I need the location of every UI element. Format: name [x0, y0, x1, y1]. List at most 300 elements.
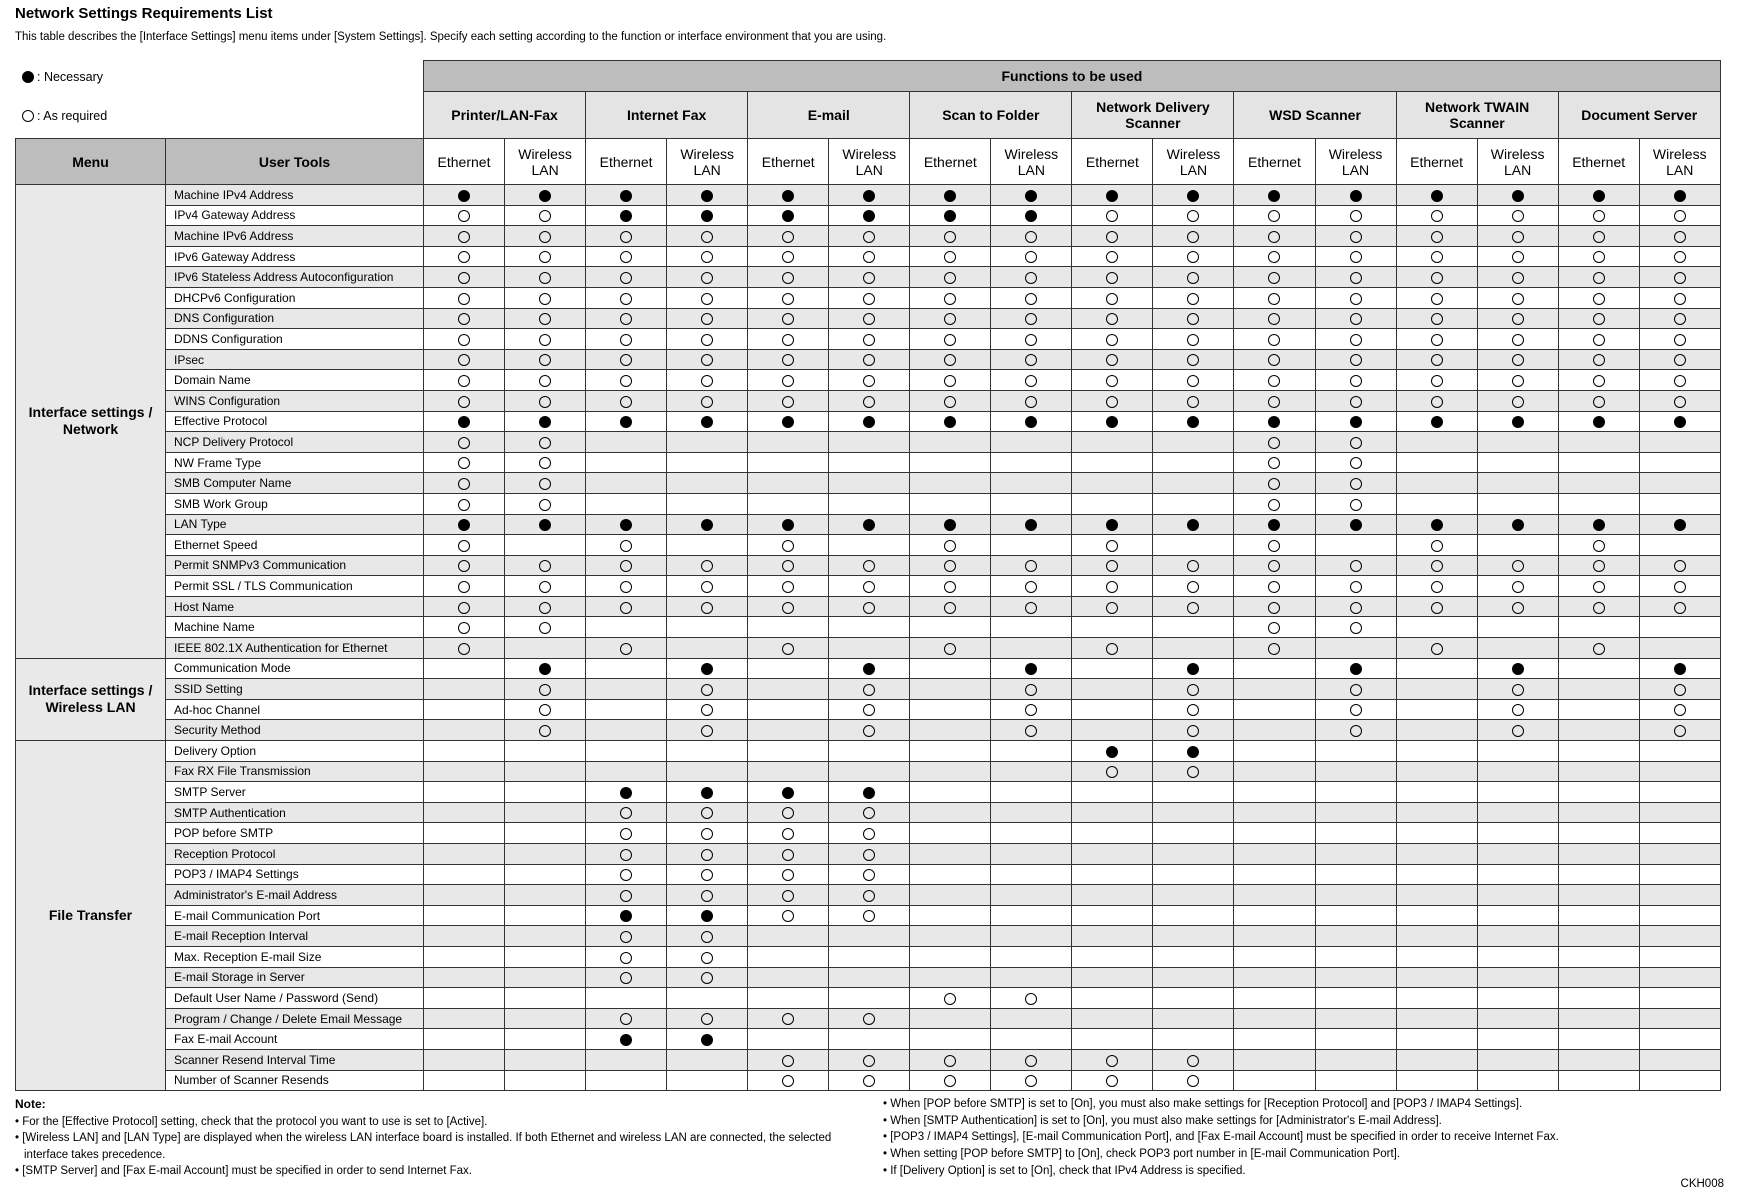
wireless-lan-header: Wireless LAN	[1315, 139, 1396, 185]
requirement-cell	[1234, 370, 1315, 391]
requirement-cell	[1072, 329, 1153, 350]
filled-circle-icon	[1431, 190, 1443, 202]
requirement-cell	[1477, 658, 1558, 679]
requirement-cell	[1315, 514, 1396, 535]
empty-cell	[1315, 926, 1396, 947]
table-row	[16, 226, 1721, 247]
requirement-cell	[586, 946, 667, 967]
requirement-cell	[424, 185, 505, 206]
requirement-cell	[991, 596, 1072, 617]
requirement-cell	[1234, 390, 1315, 411]
empty-cell	[1072, 802, 1153, 823]
requirement-cell	[829, 802, 910, 823]
open-circle-icon	[620, 643, 632, 655]
requirement-cell	[505, 699, 586, 720]
empty-cell	[1072, 823, 1153, 844]
open-circle-icon	[1512, 272, 1524, 284]
requirement-cell	[667, 885, 748, 906]
requirement-cell	[1396, 226, 1477, 247]
empty-cell	[829, 452, 910, 473]
open-circle-icon	[1593, 334, 1605, 346]
open-circle-icon	[782, 910, 794, 922]
open-circle-icon	[1350, 375, 1362, 387]
open-circle-icon	[1187, 334, 1199, 346]
filled-circle-icon	[863, 787, 875, 799]
note-line: • [SMTP Server] and [Fax E-mail Account] must be specified in order to send Internet Fax.	[15, 1165, 472, 1177]
open-circle-icon	[1106, 313, 1118, 325]
empty-cell	[1396, 946, 1477, 967]
requirement-cell	[1315, 226, 1396, 247]
empty-cell	[667, 741, 748, 762]
filled-circle-icon	[1187, 190, 1199, 202]
requirement-cell	[1639, 267, 1720, 288]
empty-cell	[424, 905, 505, 926]
requirement-cell	[910, 576, 991, 597]
table-row	[16, 411, 1721, 432]
open-circle-icon	[1106, 766, 1118, 778]
table-row	[16, 370, 1721, 391]
requirement-cell	[829, 720, 910, 741]
open-circle-icon	[1593, 581, 1605, 593]
open-circle-icon	[863, 560, 875, 572]
requirement-cell	[991, 185, 1072, 206]
filled-circle-icon	[782, 190, 794, 202]
requirement-cell	[829, 1049, 910, 1070]
empty-cell	[1315, 782, 1396, 803]
open-circle-icon	[1593, 231, 1605, 243]
requirement-cell	[667, 864, 748, 885]
open-circle-icon	[944, 251, 956, 263]
user-tool-name: Ethernet Speed	[166, 535, 424, 556]
empty-cell	[910, 802, 991, 823]
menu-header: Menu	[16, 139, 166, 185]
open-circle-icon	[1350, 457, 1362, 469]
empty-cell	[1315, 1029, 1396, 1050]
open-circle-icon	[1350, 725, 1362, 737]
requirement-cell	[1396, 329, 1477, 350]
requirement-cell	[1315, 720, 1396, 741]
filled-circle-icon	[1025, 416, 1037, 428]
open-circle-icon	[1674, 725, 1686, 737]
empty-cell	[505, 885, 586, 906]
table-row	[16, 638, 1721, 659]
requirement-cell	[667, 267, 748, 288]
requirement-cell	[586, 802, 667, 823]
open-circle-icon	[863, 334, 875, 346]
empty-cell	[1315, 802, 1396, 823]
open-circle-icon	[539, 457, 551, 469]
table-row	[16, 679, 1721, 700]
requirement-cell	[1234, 246, 1315, 267]
requirement-cell	[586, 905, 667, 926]
ethernet-header: Ethernet	[586, 139, 667, 185]
empty-cell	[1072, 844, 1153, 865]
empty-cell	[586, 699, 667, 720]
open-circle-icon	[1268, 313, 1280, 325]
empty-cell	[667, 473, 748, 494]
open-circle-icon	[1350, 437, 1362, 449]
empty-cell	[1639, 535, 1720, 556]
open-circle-icon	[1674, 396, 1686, 408]
filled-circle-icon	[863, 210, 875, 222]
empty-cell	[1153, 493, 1234, 514]
open-circle-icon	[944, 1075, 956, 1087]
requirement-cell	[991, 555, 1072, 576]
empty-cell	[1396, 905, 1477, 926]
requirement-cell	[1477, 267, 1558, 288]
requirement-cell	[1072, 246, 1153, 267]
requirement-cell	[1558, 287, 1639, 308]
filled-circle-icon	[458, 190, 470, 202]
empty-cell	[1153, 782, 1234, 803]
requirement-cell	[1072, 226, 1153, 247]
empty-cell	[505, 638, 586, 659]
requirement-cell	[1639, 308, 1720, 329]
open-circle-icon	[458, 540, 470, 552]
empty-cell	[748, 452, 829, 473]
requirement-cell	[1477, 679, 1558, 700]
requirement-cell	[424, 514, 505, 535]
open-circle-icon	[1593, 602, 1605, 614]
empty-cell	[991, 823, 1072, 844]
requirement-cell	[1477, 720, 1558, 741]
empty-cell	[1477, 905, 1558, 926]
empty-cell	[991, 535, 1072, 556]
open-circle-icon	[1674, 684, 1686, 696]
user-tool-name: Machine IPv6 Address	[166, 226, 424, 247]
requirement-cell	[1558, 205, 1639, 226]
requirement-cell	[748, 205, 829, 226]
legend-area	[16, 61, 424, 139]
open-circle-icon	[1431, 210, 1443, 222]
open-circle-icon	[1512, 396, 1524, 408]
empty-cell	[829, 967, 910, 988]
open-circle-icon	[863, 869, 875, 881]
requirement-cell	[829, 679, 910, 700]
open-circle-icon	[1268, 231, 1280, 243]
empty-cell	[1234, 802, 1315, 823]
empty-cell	[1477, 946, 1558, 967]
requirement-cell	[910, 205, 991, 226]
empty-cell	[1477, 432, 1558, 453]
filled-circle-icon	[1187, 663, 1199, 675]
requirement-cell	[991, 349, 1072, 370]
open-circle-icon	[782, 1013, 794, 1025]
open-circle-icon	[1025, 313, 1037, 325]
filled-circle-icon	[782, 416, 794, 428]
requirement-cell	[667, 390, 748, 411]
function-header: Network Delivery Scanner	[1072, 92, 1234, 139]
requirement-cell	[424, 473, 505, 494]
requirement-cell	[1153, 514, 1234, 535]
requirement-cell	[829, 885, 910, 906]
requirement-cell	[910, 1070, 991, 1091]
open-circle-icon	[620, 560, 632, 572]
empty-cell	[991, 905, 1072, 926]
filled-circle-icon	[1674, 663, 1686, 675]
open-circle-icon	[1268, 354, 1280, 366]
user-tool-name: IPsec	[166, 349, 424, 370]
requirement-cell	[1315, 287, 1396, 308]
open-circle-icon	[1187, 1055, 1199, 1067]
requirement-cell	[586, 782, 667, 803]
requirement-cell	[1072, 514, 1153, 535]
open-circle-icon	[1593, 354, 1605, 366]
open-circle-icon	[701, 704, 713, 716]
requirement-cell	[910, 1049, 991, 1070]
open-circle-icon	[1025, 354, 1037, 366]
empty-cell	[991, 638, 1072, 659]
empty-cell	[1477, 1070, 1558, 1091]
empty-cell	[1234, 988, 1315, 1009]
requirement-cell	[1315, 246, 1396, 267]
empty-cell	[1639, 432, 1720, 453]
requirement-cell	[991, 658, 1072, 679]
requirement-cell	[1315, 617, 1396, 638]
open-circle-icon	[539, 581, 551, 593]
empty-cell	[1072, 679, 1153, 700]
empty-cell	[1315, 988, 1396, 1009]
open-circle-icon	[1106, 272, 1118, 284]
empty-cell	[1396, 432, 1477, 453]
filled-circle-icon	[782, 519, 794, 531]
requirement-cell	[748, 576, 829, 597]
requirement-cell	[748, 844, 829, 865]
empty-cell	[667, 493, 748, 514]
table-row	[16, 185, 1721, 206]
requirement-cell	[1639, 205, 1720, 226]
function-header: Internet Fax	[586, 92, 748, 139]
open-circle-icon	[1106, 210, 1118, 222]
function-header: Printer/LAN-Fax	[424, 92, 586, 139]
requirement-cell	[1558, 329, 1639, 350]
empty-cell	[910, 452, 991, 473]
open-circle-icon	[782, 890, 794, 902]
filled-circle-icon	[620, 416, 632, 428]
empty-cell	[829, 473, 910, 494]
requirement-cell	[586, 370, 667, 391]
filled-circle-icon	[620, 519, 632, 531]
empty-cell	[1639, 802, 1720, 823]
empty-cell	[1477, 617, 1558, 638]
open-circle-icon	[1106, 643, 1118, 655]
empty-cell	[1153, 638, 1234, 659]
open-circle-icon	[944, 560, 956, 572]
empty-cell	[1072, 905, 1153, 926]
requirement-cell	[991, 390, 1072, 411]
empty-cell	[1234, 905, 1315, 926]
requirement-cell	[1396, 576, 1477, 597]
open-circle-icon	[1268, 396, 1280, 408]
requirement-cell	[1153, 329, 1234, 350]
open-circle-icon	[1674, 375, 1686, 387]
empty-cell	[1234, 782, 1315, 803]
requirement-cell	[667, 905, 748, 926]
requirement-cell	[586, 864, 667, 885]
user-tool-name: Ad-hoc Channel	[166, 699, 424, 720]
requirement-cell	[910, 390, 991, 411]
open-circle-icon	[944, 334, 956, 346]
open-circle-icon	[863, 1055, 875, 1067]
open-circle-icon	[1350, 210, 1362, 222]
empty-cell	[910, 720, 991, 741]
requirement-cell	[586, 226, 667, 247]
wireless-lan-header: Wireless LAN	[1153, 139, 1234, 185]
empty-cell	[748, 761, 829, 782]
requirement-cell	[748, 823, 829, 844]
requirement-cell	[1315, 370, 1396, 391]
requirement-cell	[1234, 617, 1315, 638]
open-circle-icon	[944, 1055, 956, 1067]
table-row	[16, 329, 1721, 350]
empty-cell	[1234, 844, 1315, 865]
ethernet-header: Ethernet	[748, 139, 829, 185]
open-circle-icon	[944, 993, 956, 1005]
empty-cell	[748, 946, 829, 967]
requirement-cell	[910, 370, 991, 391]
empty-cell	[424, 782, 505, 803]
empty-cell	[586, 679, 667, 700]
empty-cell	[910, 946, 991, 967]
open-circle-icon	[701, 354, 713, 366]
empty-cell	[1153, 473, 1234, 494]
open-circle-icon	[944, 602, 956, 614]
requirement-cell	[667, 679, 748, 700]
open-circle-icon	[1268, 581, 1280, 593]
open-circle-icon	[1187, 251, 1199, 263]
requirement-cell	[829, 370, 910, 391]
requirement-cell	[748, 885, 829, 906]
empty-cell	[667, 1049, 748, 1070]
empty-cell	[991, 741, 1072, 762]
open-circle-icon	[1350, 396, 1362, 408]
empty-cell	[748, 988, 829, 1009]
filled-circle-icon	[863, 190, 875, 202]
empty-cell	[586, 761, 667, 782]
note-line: • When [SMTP Authentication] is set to [On], you must also make settings for [Administrator's E-mail Address].	[883, 1114, 1442, 1127]
open-circle-icon	[1187, 602, 1199, 614]
open-circle-icon	[1350, 293, 1362, 305]
requirement-cell	[1396, 308, 1477, 329]
requirement-cell	[829, 287, 910, 308]
open-circle-icon	[539, 293, 551, 305]
requirement-cell	[829, 782, 910, 803]
empty-cell	[1558, 617, 1639, 638]
requirement-cell	[1153, 411, 1234, 432]
open-circle-icon	[701, 231, 713, 243]
requirement-cell	[667, 329, 748, 350]
open-circle-icon	[1512, 375, 1524, 387]
requirement-cell	[1315, 411, 1396, 432]
open-circle-icon	[863, 1013, 875, 1025]
requirement-cell	[1153, 741, 1234, 762]
empty-cell	[1639, 844, 1720, 865]
empty-cell	[1477, 823, 1558, 844]
empty-cell	[1153, 926, 1234, 947]
open-circle-icon	[1106, 334, 1118, 346]
empty-cell	[1477, 802, 1558, 823]
requirement-cell	[1639, 390, 1720, 411]
filled-circle-icon	[1512, 663, 1524, 675]
empty-cell	[505, 967, 586, 988]
requirement-cell	[1396, 267, 1477, 288]
requirement-cell	[586, 885, 667, 906]
open-circle-icon	[1025, 375, 1037, 387]
requirement-cell	[991, 1070, 1072, 1091]
empty-cell	[667, 1070, 748, 1091]
open-circle-icon	[620, 931, 632, 943]
empty-cell	[667, 988, 748, 1009]
empty-cell	[586, 658, 667, 679]
empty-cell	[1477, 988, 1558, 1009]
requirement-cell	[505, 493, 586, 514]
filled-circle-icon	[701, 190, 713, 202]
open-circle-icon	[1512, 602, 1524, 614]
requirement-cell	[505, 246, 586, 267]
open-circle-icon	[1106, 293, 1118, 305]
empty-cell	[1558, 967, 1639, 988]
empty-cell	[1558, 473, 1639, 494]
empty-cell	[1153, 946, 1234, 967]
empty-cell	[1234, 1070, 1315, 1091]
empty-cell	[1072, 617, 1153, 638]
open-circle-icon	[863, 396, 875, 408]
requirement-cell	[829, 823, 910, 844]
user-tool-name: IEEE 802.1X Authentication for Ethernet	[166, 638, 424, 659]
open-circle-icon	[539, 560, 551, 572]
requirement-cell	[1234, 432, 1315, 453]
empty-cell	[1639, 638, 1720, 659]
note-line: • For the [Effective Protocol] setting, check that the protocol you want to use is set to [Active].	[15, 1115, 488, 1128]
empty-cell	[1558, 1029, 1639, 1050]
empty-cell	[586, 452, 667, 473]
filled-circle-icon	[701, 787, 713, 799]
filled-circle-icon	[539, 519, 551, 531]
requirement-cell	[748, 287, 829, 308]
user-tool-name: SMB Work Group	[166, 493, 424, 514]
open-circle-icon	[1106, 396, 1118, 408]
requirement-cell	[1477, 329, 1558, 350]
empty-cell	[1477, 741, 1558, 762]
open-circle-icon	[1025, 684, 1037, 696]
requirement-cell	[505, 596, 586, 617]
open-circle-icon	[1350, 251, 1362, 263]
user-tools-header: User Tools	[166, 139, 424, 185]
empty-cell	[1639, 617, 1720, 638]
open-circle-icon	[1268, 540, 1280, 552]
requirement-cell	[667, 967, 748, 988]
open-circle-icon	[863, 1075, 875, 1087]
requirement-cell	[1234, 576, 1315, 597]
empty-cell	[424, 761, 505, 782]
requirement-cell	[424, 205, 505, 226]
requirement-cell	[1639, 411, 1720, 432]
requirement-cell	[1558, 535, 1639, 556]
filled-circle-icon	[1674, 519, 1686, 531]
requirement-cell	[991, 988, 1072, 1009]
open-circle-icon	[620, 272, 632, 284]
empty-cell	[1396, 885, 1477, 906]
requirement-cell	[1153, 720, 1234, 741]
open-circle-icon	[458, 354, 470, 366]
user-tool-name: Max. Reception E-mail Size	[166, 946, 424, 967]
open-circle-icon	[1187, 354, 1199, 366]
requirement-cell	[1072, 576, 1153, 597]
requirement-cell	[1558, 596, 1639, 617]
table-row	[16, 926, 1721, 947]
table-row	[16, 741, 1721, 762]
open-circle-icon	[1106, 560, 1118, 572]
